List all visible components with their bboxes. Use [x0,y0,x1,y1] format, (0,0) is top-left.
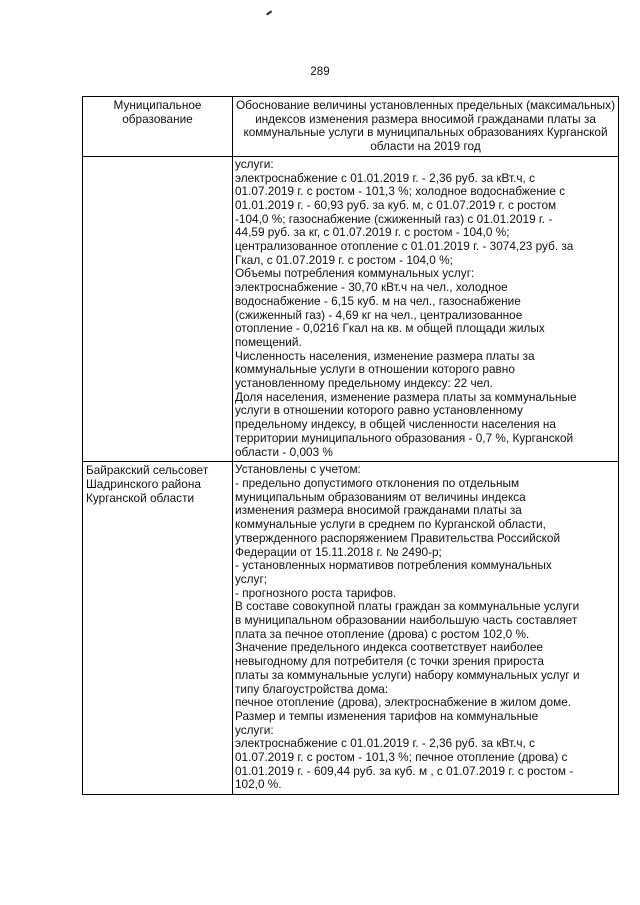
text-line: предельному индексу, в общей численности населения на [235,418,556,432]
text-line: услуги: [235,157,274,171]
text-line: 44,59 руб. за кг, с 01.07.2019 г. с ростом - 104,0 %; [235,226,510,240]
text-line: Федерации от 15.11.2018 г. № 2490-р; [235,545,442,559]
text-line: Размер и темпы изменения тарифов на коммунальные [235,709,539,723]
pen-mark [266,10,272,15]
text-line: платы за коммунальные услуги) набору коммунальных услуг и [235,668,580,682]
text-line: - предельно допустимого отклонения по отдельным [235,476,520,490]
text-line: утвержденного распоряжением Правительства Российской [235,531,561,545]
text-line: муниципальным образованиям от величины индекса [235,490,526,504]
header-justification: Обоснование величины установленных предельных (максимальных) индексов изменения размера вносимой гражданами платы за коммунальные услуги в муниципальных образованиях Курганской области на 2019 год [233,97,619,157]
text-line: -104,0 %; газоснабжение (сжиженный газ) с 01.01.2019 г. - [235,212,553,226]
table-row [83,462,619,795]
text-line: типу благоустройства дома: [235,682,389,696]
text-line: Гкал, с 01.07.2019 г. с ростом - 104,0 %; [235,253,453,267]
text-line: 01.07.2019 г. с ростом - 101,3 %; холодное водоснабжение с [235,185,566,199]
text-line: в муниципальном образовании наибольшую часть составляет [235,614,578,628]
text-line: электроснабжение - 30,70 кВт.ч на чел., холодное [235,281,508,295]
text-line: - прогнозного роста тарифов. [235,586,397,600]
text-line: водоснабжение - 6,15 куб. м на чел., газоснабжение [235,294,521,308]
text-line: установленному предельному индексу: 22 чел. [235,377,493,391]
justification-table [82,96,619,795]
text-line: изменения размера вносимой гражданами платы за [235,504,522,518]
text-line: печное отопление (дрова), электроснабжение в жилом доме. [235,696,572,710]
text-line: области - 0,003 % [235,445,333,459]
text-line: невыгодному для потребителя (с точки зрения прироста [235,655,544,669]
text-line: В составе совокупной платы граждан за коммунальные услуги [235,600,580,614]
text-line: электроснабжение с 01.01.2019 г. - 2,36 руб. за кВт.ч, с [235,171,536,185]
justification-cell [233,156,619,461]
text-line: 102,0 %. [235,778,282,792]
header-municipality: Муниципальное образование [83,97,233,157]
table-header-row [83,97,619,157]
text-line: коммунальные услуги в отношении которого равно [235,363,515,377]
text-line: централизованное отопление с 01.01.2019 г. - 3074,23 руб. за [235,240,574,254]
text-line: услуги: [235,723,274,737]
text-line: помещений. [235,335,302,349]
text-line: - установленных нормативов потребления коммунальных [235,559,552,573]
text-line: Численность населения, изменение размера платы за [235,349,535,363]
text-line: Установлены с учетом: [235,463,361,477]
text-line: 01.01.2019 г. - 609,44 руб. за куб. м , с 01.07.2019 г. с ростом - [235,764,574,778]
text-line: 01.07.2019 г. с ростом - 101,3 %; печное отопление (дрова) с [235,751,568,765]
text-line: Доля населения, изменение размера платы за коммунальные [235,390,577,404]
text-line: отопление - 0,0216 Гкал на кв. м общей площади жилых [235,322,545,336]
text-line: электроснабжение с 01.01.2019 г. - 2,36 руб. за кВт.ч, с [235,737,536,751]
justification-cell [233,462,619,795]
municipality-cell [83,156,233,461]
page-number: 289 [310,66,330,78]
text-line: коммунальные услуги в среднем по Курганской области, [235,518,546,532]
text-line: территории муниципального образования - 0,7 %, Курганской [235,431,574,445]
text-line: Объемы потребления коммунальных услуг: [235,267,475,281]
text-line: услуг; [235,572,268,586]
text-line: (сжиженный газ) - 4,69 кг на чел., централизованное [235,308,523,322]
table-row [83,156,619,461]
text-line: Значение предельного индекса соответствует наиболее [235,641,543,655]
municipality-cell: Байракский сельсовет Шадринского района Курганской области [83,462,233,795]
text-line: услуги в отношении которого равно установленному [235,404,523,418]
text-line: 01.01.2019 г. - 60,93 руб. за куб. м, с 01.07.2019 г. с ростом [235,198,557,212]
text-line: плата за печное отопление (дрова) с ростом 102,0 %. [235,627,530,641]
